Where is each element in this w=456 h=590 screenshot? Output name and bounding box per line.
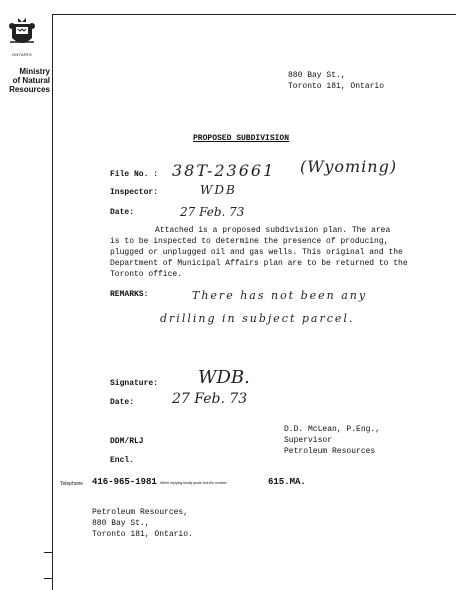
inspector-label: Inspector: bbox=[110, 188, 159, 197]
document-title: PROPOSED SUBDIVISION bbox=[193, 134, 290, 143]
reference-initials: DDM/RLJ bbox=[110, 437, 144, 446]
left-rule bbox=[52, 14, 53, 590]
signatory-title: Supervisor bbox=[284, 436, 333, 445]
ministry-line: of Natural bbox=[12, 76, 50, 85]
date-value: 27 Feb. 73 bbox=[180, 205, 245, 219]
ministry-line: Ministry bbox=[19, 67, 50, 76]
signature-label: Signature: bbox=[110, 379, 159, 388]
remarks-label: REMARKS: bbox=[110, 290, 149, 299]
return-address bbox=[92, 507, 193, 540]
instructions-paragraph bbox=[110, 225, 410, 280]
date-label: Date: bbox=[110, 208, 135, 217]
quote-note: When replying kindly quote this file number bbox=[160, 481, 227, 485]
signatory-block bbox=[284, 424, 380, 457]
ontario-crest-icon bbox=[8, 16, 36, 52]
remarks-line: drilling in subject parcel. bbox=[160, 312, 355, 325]
sender-address bbox=[288, 70, 384, 92]
address-line: Toronto 181, Ontario bbox=[288, 82, 385, 91]
file-number: 615.MA. bbox=[268, 477, 306, 487]
return-address-line: Petroleum Resources, bbox=[92, 508, 189, 517]
return-address-line: 880 Bay St., bbox=[92, 519, 150, 528]
signature-value: WDB. bbox=[198, 367, 250, 388]
telephone-number: 416-965-1981 bbox=[92, 477, 157, 487]
signatory-dept: Petroleum Resources bbox=[284, 447, 376, 456]
inspector-value: WDB bbox=[200, 183, 237, 197]
file-no-value: 38T-23661 bbox=[172, 161, 276, 180]
paragraph-line: is to be inspected to determine the presence of producing, bbox=[110, 237, 389, 246]
signature-date-value: 27 Feb. 73 bbox=[172, 391, 248, 407]
paragraph-line: Toronto office. bbox=[110, 270, 183, 279]
crest-label: ONTARIO bbox=[11, 52, 33, 57]
address-line: 880 Bay St., bbox=[288, 71, 346, 80]
enclosure-note: Encl. bbox=[110, 456, 135, 465]
paragraph-line: plugged or unplugged oil and gas wells. This original and the bbox=[110, 248, 403, 257]
file-note: (Wyoming) bbox=[300, 157, 398, 176]
paragraph-line: Department of Municipal Affairs plan are to be returned to the bbox=[110, 259, 408, 268]
signature-date-label: Date: bbox=[110, 398, 135, 407]
return-address-line: Toronto 181, Ontario. bbox=[92, 530, 193, 539]
top-rule bbox=[52, 14, 456, 15]
margin-tick bbox=[44, 578, 52, 579]
signatory-name: D.D. McLean, P.Eng., bbox=[284, 425, 381, 434]
file-no-label: File No. : bbox=[110, 170, 159, 179]
ministry-line: Resources bbox=[9, 85, 50, 94]
paragraph-line: Attached is a proposed subdivision plan. The area bbox=[155, 226, 391, 235]
telephone-label: Telephone bbox=[60, 481, 84, 487]
remarks-line: There has not been any bbox=[192, 289, 368, 302]
ministry-name bbox=[0, 67, 50, 94]
margin-tick bbox=[44, 552, 52, 553]
